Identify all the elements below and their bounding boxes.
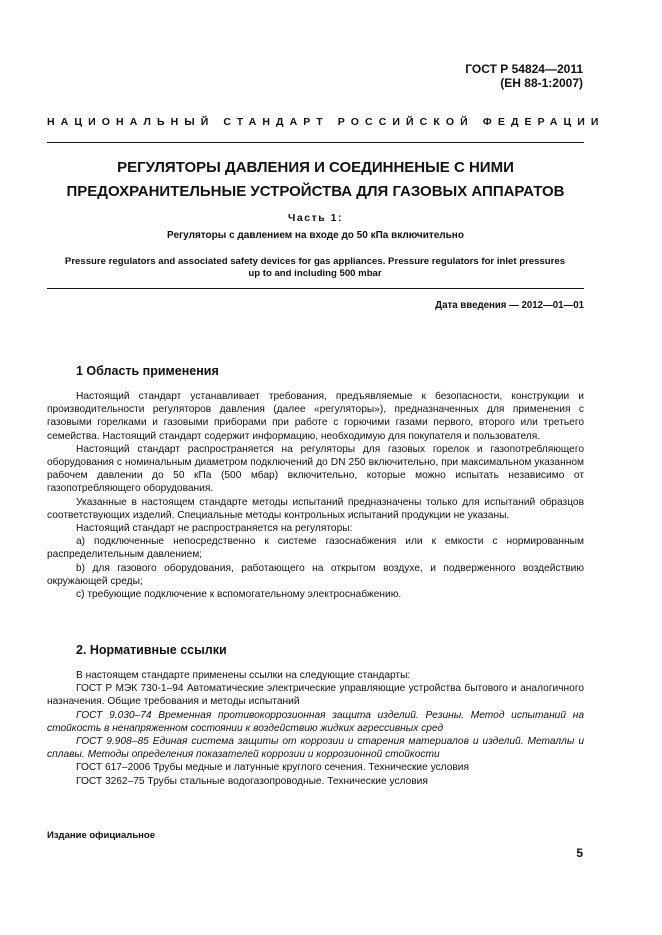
paragraph: Настоящий стандарт не распространяется на регуляторы: <box>76 523 353 535</box>
section-1-body <box>47 390 584 601</box>
page-number: 5 <box>576 846 583 860</box>
standard-number: ГОСТ Р 54824—2011 <box>465 62 583 76</box>
document-title <box>47 156 584 204</box>
list-item: b) для газового оборудования, работающего на открытом воздухе, и подверженного воздействию окружающей среды; <box>47 562 584 587</box>
official-edition-note: Издание официальное <box>47 830 155 841</box>
english-title-line-1: Pressure regulators and associated safety devices for gas appliances. Pressure regulators for inlet pressures <box>64 256 566 267</box>
en-standard-number: (ЕН 88-1:2007) <box>500 76 583 90</box>
part-label: Часть 1: <box>288 212 343 224</box>
list-item: с) требующие подключение к вспомогательному электроснабжению. <box>76 589 402 601</box>
reference-item: ГОСТ 3262–75 Трубы стальные водогазопроводные. Технические условия <box>76 775 428 787</box>
national-standard-line: НАЦИОНАЛЬНЫЙ СТАНДАРТ РОССИЙСКОЙ ФЕДЕРАЦИИ <box>47 116 605 128</box>
header-divider <box>47 142 584 143</box>
reference-item: ГОСТ Р МЭК 730-1–94 Автоматические электрические управляющие устройства бытового и аналогичного назначения. Общие требования и методы испытаний <box>47 683 584 708</box>
part-subtitle: Регуляторы с давлением на входе до 50 кПа включительно <box>167 230 464 241</box>
title-divider <box>47 288 584 289</box>
section-1-heading: 1 Область применения <box>76 364 219 378</box>
reference-item: ГОСТ 9.030–74 Временная противокоррозионная защита изделий. Резины. Метод испытаний на стойкость в ненапряженном состоянии к воздействию жидких агрессивных сред <box>47 709 584 734</box>
standard-designation <box>465 62 583 90</box>
list-item: а) подключенные непосредственно к системе газоснабжения или к емкости с нормированным распределительным давлением; <box>47 536 584 561</box>
paragraph: Настоящий стандарт устанавливает требования, предъявляемые к безопасности, конструкции и производительности регуляторов давления (далее «регуляторы»), предназначенных для применения с газовыми горелками и газовыми приборами при работе с горючими газами первого, второго или третьего семейства. Настоящий стандарт содержит информацию, необходимую для покупателя и пользователя. <box>47 391 584 442</box>
section-2-body <box>47 669 584 788</box>
paragraph: Настоящий стандарт распространяется на регуляторы для газовых горелок и газопотребляющего оборудования с номинальным диаметром подключений до DN 250 включительно, при максимальном указанном рабочем давлении до 50 кПа (500 мбар) включительно, которые можно испытать независимо от газопотребляющего оборудования. <box>47 443 584 495</box>
reference-item: ГОСТ 617–2006 Трубы медные и латунные круглого сечения. Технические условия <box>76 762 470 774</box>
english-title-line-2: up to and including 500 mbar <box>248 268 382 279</box>
paragraph: В настоящем стандарте применены ссылки на следующие стандарты: <box>76 670 411 681</box>
title-line-1: РЕГУЛЯТОРЫ ДАВЛЕНИЯ И СОЕДИННЕНЫЕ С НИМИ <box>117 159 514 176</box>
section-2-heading: 2. Нормативные ссылки <box>76 643 227 657</box>
english-title <box>55 256 575 280</box>
paragraph: Указанные в настоящем стандарте методы испытаний предназначены только для испытаний образцов соответствующих изделий. Специальные методы контрольных испытаний продукции не указаны. <box>47 496 584 521</box>
effective-date: Дата введения — 2012—01—01 <box>435 300 584 311</box>
reference-item: ГОСТ 9.908–85 Единая система защиты от коррозии и старения материалов и изделий. Металлы и сплавы. Методы определения показателей коррозии и коррозионной стойкости <box>47 736 584 761</box>
title-line-2: ПРЕДОХРАНИТЕЛЬНЫЕ УСТРОЙСТВА ДЛЯ ГАЗОВЫХ АППАРАТОВ <box>66 183 565 200</box>
